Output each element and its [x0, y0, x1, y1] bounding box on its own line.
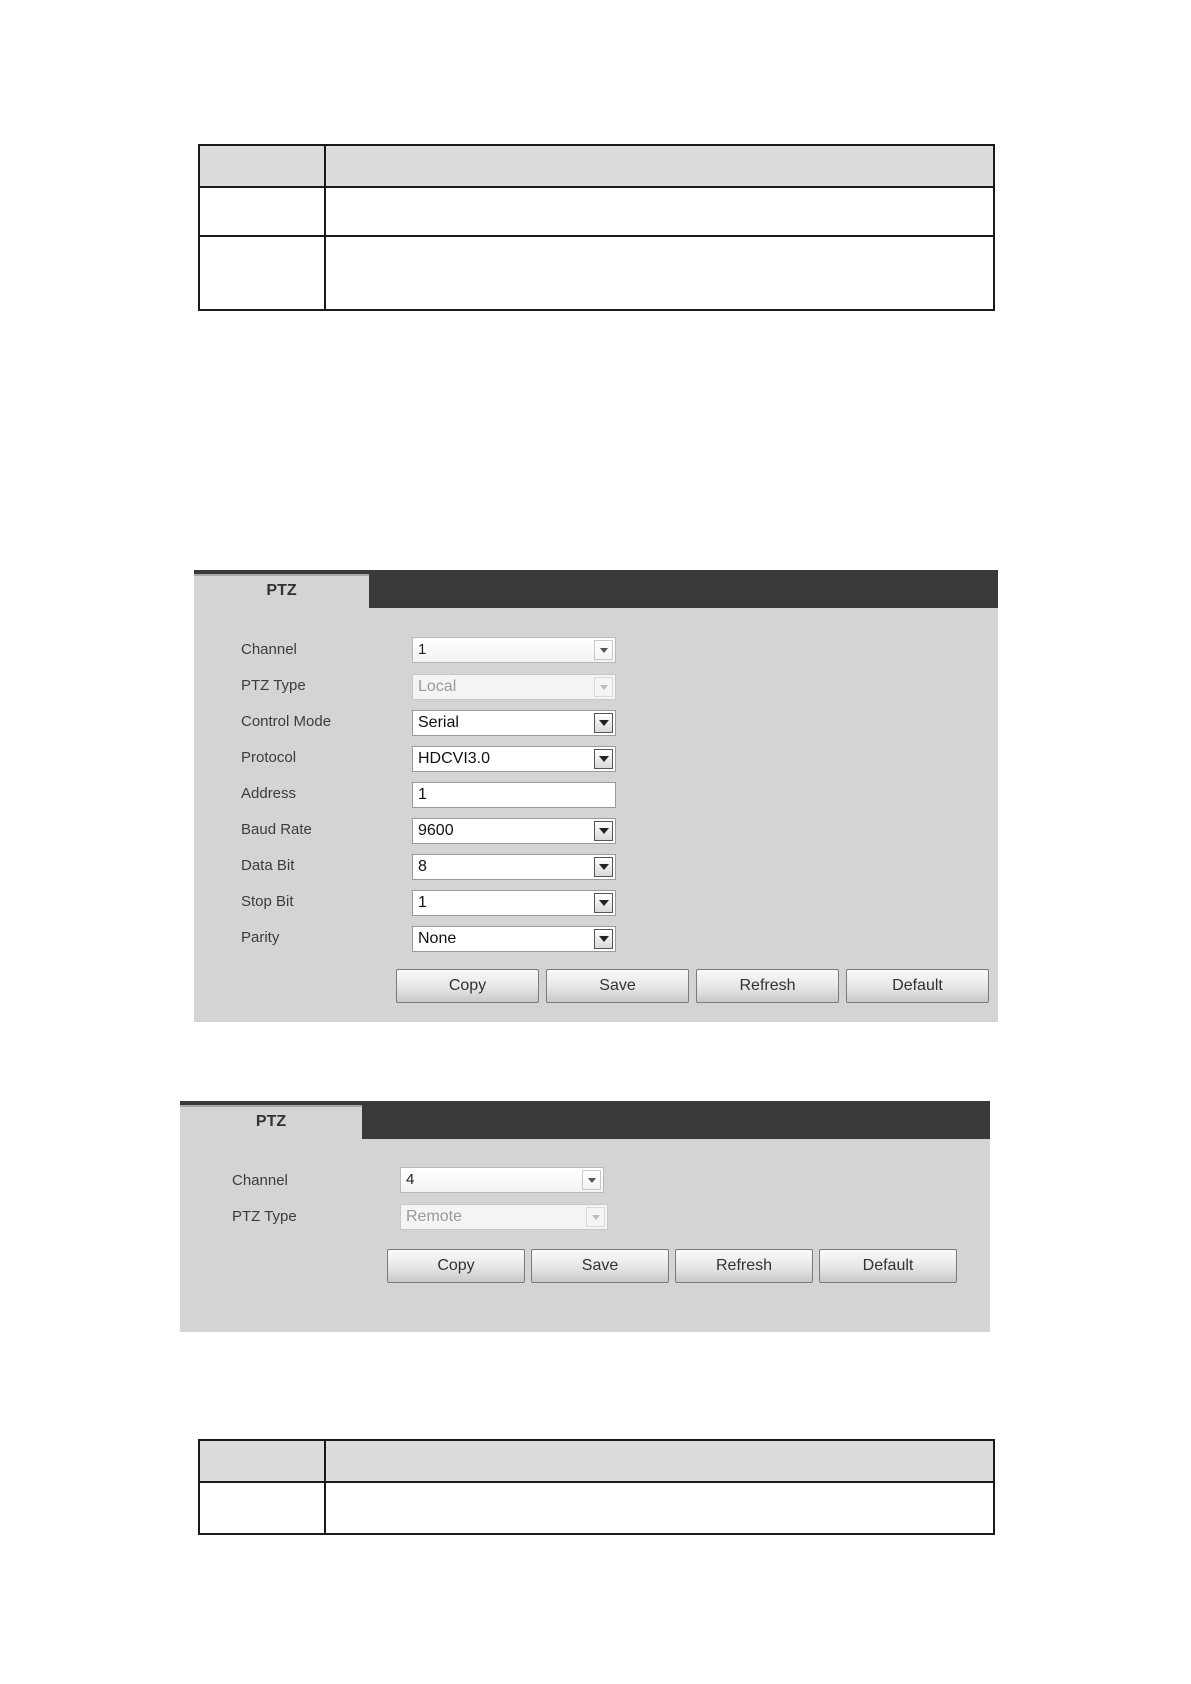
table-cell — [325, 1482, 994, 1534]
ptz-type-select — [400, 1204, 608, 1230]
parameter-table-bottom — [198, 1439, 995, 1535]
table-cell — [199, 1482, 325, 1534]
control-mode-label: Control Mode — [241, 713, 332, 730]
ptz-settings-panel-local — [194, 570, 998, 1022]
table-header-cell — [199, 145, 325, 187]
copy-button[interactable]: Copy — [396, 969, 539, 1003]
table-cell — [199, 187, 325, 236]
channel-label: Channel — [241, 641, 297, 658]
table-cell — [325, 236, 994, 310]
parity-select[interactable] — [412, 926, 616, 952]
table-cell — [199, 236, 325, 310]
chevron-down-icon — [586, 1207, 605, 1227]
baud-rate-label: Baud Rate — [241, 821, 312, 838]
protocol-select[interactable] — [412, 746, 616, 772]
parameter-table-top — [198, 144, 995, 311]
chevron-down-icon[interactable] — [594, 857, 613, 877]
chevron-down-icon[interactable] — [594, 821, 613, 841]
baud-rate-select[interactable] — [412, 818, 616, 844]
default-button[interactable]: Default — [846, 969, 989, 1003]
channel-value: 4 — [406, 1171, 415, 1188]
parity-value: None — [418, 930, 457, 947]
stop-bit-label: Stop Bit — [241, 893, 294, 910]
data-bit-select[interactable] — [412, 854, 616, 880]
chevron-down-icon[interactable] — [594, 893, 613, 913]
address-label: Address — [241, 785, 297, 802]
chevron-down-icon[interactable] — [582, 1170, 601, 1190]
chevron-down-icon[interactable] — [594, 640, 613, 660]
save-button[interactable]: Save — [546, 969, 689, 1003]
chevron-down-icon[interactable] — [594, 929, 613, 949]
ptz-type-value: Local — [418, 678, 457, 695]
copy-button[interactable]: Copy — [387, 1249, 525, 1283]
save-button[interactable]: Save — [531, 1249, 669, 1283]
ptz-type-value: Remote — [406, 1208, 463, 1225]
stop-bit-select[interactable] — [412, 890, 616, 916]
table-cell — [325, 187, 994, 236]
ptz-settings-panel-remote — [180, 1101, 990, 1332]
channel-select[interactable] — [400, 1167, 604, 1193]
default-button[interactable]: Default — [819, 1249, 957, 1283]
ptz-type-label: PTZ Type — [241, 677, 306, 694]
table-header-cell — [325, 145, 994, 187]
data-bit-value: 8 — [418, 858, 427, 875]
chevron-down-icon[interactable] — [594, 749, 613, 769]
parity-label: Parity — [241, 929, 280, 946]
stop-bit-value: 1 — [418, 894, 427, 911]
tab-ptz[interactable]: PTZ — [194, 574, 369, 608]
channel-label: Channel — [232, 1172, 288, 1189]
control-mode-select[interactable] — [412, 710, 616, 736]
baud-rate-value: 9600 — [418, 822, 454, 839]
channel-select[interactable] — [412, 637, 616, 663]
table-header-cell — [325, 1440, 994, 1482]
tab-ptz[interactable]: PTZ — [180, 1105, 362, 1139]
refresh-button[interactable]: Refresh — [696, 969, 839, 1003]
protocol-value: HDCVI3.0 — [418, 750, 491, 767]
address-input[interactable]: 1 — [412, 782, 616, 808]
channel-value: 1 — [418, 641, 427, 658]
chevron-down-icon — [594, 677, 613, 697]
data-bit-label: Data Bit — [241, 857, 295, 874]
chevron-down-icon[interactable] — [594, 713, 613, 733]
ptz-type-select — [412, 674, 616, 700]
control-mode-value: Serial — [418, 714, 459, 731]
ptz-type-label: PTZ Type — [232, 1208, 297, 1225]
table-header-cell — [199, 1440, 325, 1482]
refresh-button[interactable]: Refresh — [675, 1249, 813, 1283]
protocol-label: Protocol — [241, 749, 297, 766]
